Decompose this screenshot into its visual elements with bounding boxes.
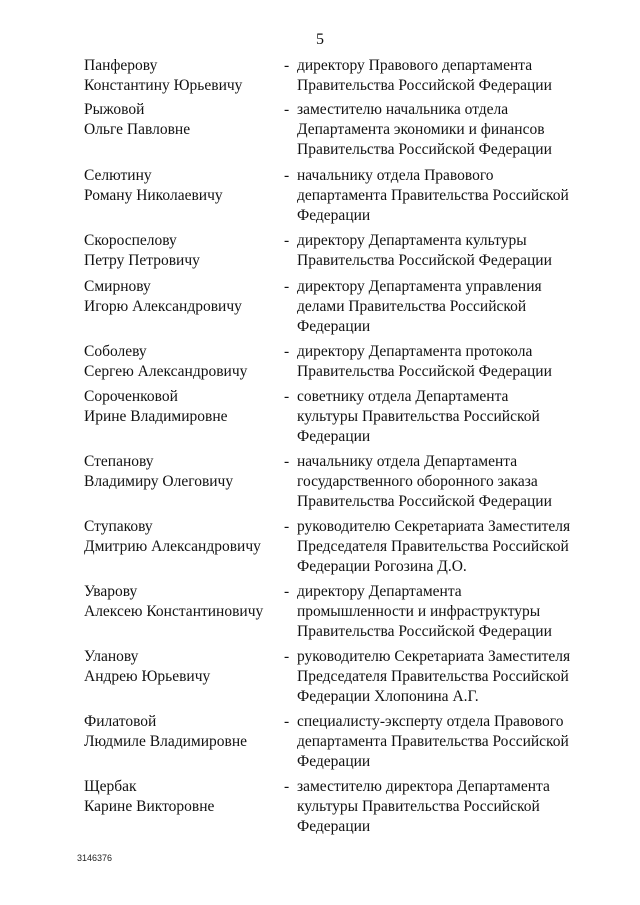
appointee-position-line: государственного оборонного заказа xyxy=(297,473,538,490)
entry-dash: - xyxy=(284,101,290,118)
appointee-given-names: Игорю Александровичу xyxy=(84,298,242,315)
appointee-position-line: начальнику отдела Департамента xyxy=(297,453,518,470)
appointee-position-line: Федерации xyxy=(297,753,371,770)
appointee-given-names: Андрею Юрьевичу xyxy=(84,668,211,685)
appointee-surname: Уварову xyxy=(84,583,138,600)
entry-dash: - xyxy=(284,167,290,184)
appointee-surname: Степанову xyxy=(84,453,154,470)
appointee-position-line: Департамента экономики и финансов xyxy=(297,121,545,138)
appointee-given-names: Роману Николаевичу xyxy=(84,187,223,204)
appointee-position-line: культуры Правительства Российской xyxy=(297,798,540,815)
appointee-position-line: Федерации xyxy=(297,428,371,445)
appointee-surname: Скороспелову xyxy=(84,232,177,249)
appointee-given-names: Ольге Павловне xyxy=(84,121,191,138)
appointee-position-line: Правительства Российской Федерации xyxy=(297,141,552,158)
appointee-surname: Ступакову xyxy=(84,518,153,535)
appointee-position-line: директору Департамента протокола xyxy=(297,343,533,360)
appointee-position-line: Председателя Правительства Российской xyxy=(297,668,569,685)
entry-dash: - xyxy=(284,232,290,249)
appointee-position-line: директору Департамента управления xyxy=(297,278,542,295)
appointee-surname: Уланову xyxy=(84,648,139,665)
appointee-position-line: Федерации xyxy=(297,818,371,835)
appointee-position-line: Правительства Российской Федерации xyxy=(297,493,552,510)
appointee-position-line: Федерации Хлопонина А.Г. xyxy=(297,688,479,705)
document-code: 3146376 xyxy=(77,853,113,863)
entry-dash: - xyxy=(284,518,290,535)
appointee-surname: Панферову xyxy=(84,57,158,74)
appointee-position-line: Федерации xyxy=(297,207,371,224)
appointee-given-names: Владимиру Олеговичу xyxy=(84,473,234,490)
appointee-position-line: Правительства Российской Федерации xyxy=(297,623,552,640)
appointee-position-line: директору Департамента xyxy=(297,583,462,600)
appointee-position-line: департамента Правительства Российской xyxy=(297,187,569,204)
appointee-position-line: департамента Правительства Российской xyxy=(297,733,569,750)
entry-dash: - xyxy=(284,778,290,795)
appointee-position-line: начальнику отдела Правового xyxy=(297,167,494,184)
appointee-position-line: Правительства Российской Федерации xyxy=(297,252,552,269)
appointee-surname: Смирнову xyxy=(84,278,151,295)
appointee-position-line: заместителю директора Департамента xyxy=(297,778,550,795)
appointee-position-line: руководителю Секретариата Заместителя xyxy=(297,518,571,535)
appointee-surname: Рыжовой xyxy=(84,101,145,118)
appointee-surname: Филатовой xyxy=(84,713,157,730)
appointee-surname: Сороченковой xyxy=(84,388,178,405)
appointee-position-line: делами Правительства Российской xyxy=(297,298,527,315)
appointee-given-names: Алексею Константиновичу xyxy=(84,603,264,620)
appointee-position-line: Правительства Российской Федерации xyxy=(297,77,552,94)
appointee-position-line: Федерации Рогозина Д.О. xyxy=(297,558,467,575)
appointee-position-line: Федерации xyxy=(297,318,371,335)
appointee-position-line: директору Департамента культуры xyxy=(297,232,527,249)
entry-dash: - xyxy=(284,57,290,74)
appointee-given-names: Сергею Александровичу xyxy=(84,363,248,380)
appointee-given-names: Петру Петровичу xyxy=(84,252,200,269)
appointee-surname: Селютину xyxy=(84,167,152,184)
appointee-position-line: Правительства Российской Федерации xyxy=(297,363,552,380)
appointee-given-names: Дмитрию Александровичу xyxy=(84,538,261,555)
entry-dash: - xyxy=(284,583,290,600)
entry-dash: - xyxy=(284,343,290,360)
appointee-given-names: Карине Викторовне xyxy=(84,798,215,815)
entry-dash: - xyxy=(284,278,290,295)
appointee-position-line: Председателя Правительства Российской xyxy=(297,538,569,555)
appointee-position-line: директору Правового департамента xyxy=(297,57,533,74)
page-number: 5 xyxy=(316,31,324,48)
appointee-position-line: руководителю Секретариата Заместителя xyxy=(297,648,571,665)
appointee-given-names: Людмиле Владимировне xyxy=(84,733,248,750)
appointee-position-line: специалисту-эксперту отдела Правового xyxy=(297,713,564,730)
appointee-position-line: заместителю начальника отдела xyxy=(297,101,509,118)
appointee-surname: Соболеву xyxy=(84,343,147,360)
appointee-given-names: Ирине Владимировне xyxy=(84,408,228,425)
appointee-position-line: промышленности и инфраструктуры xyxy=(297,603,541,620)
appointee-position-line: культуры Правительства Российской xyxy=(297,408,540,425)
appointee-position-line: советнику отдела Департамента xyxy=(297,388,509,405)
entry-dash: - xyxy=(284,388,290,405)
entry-dash: - xyxy=(284,453,290,470)
appointee-given-names: Константину Юрьевичу xyxy=(84,77,243,94)
appointee-surname: Щербак xyxy=(84,778,137,795)
entry-dash: - xyxy=(284,713,290,730)
entry-dash: - xyxy=(284,648,290,665)
